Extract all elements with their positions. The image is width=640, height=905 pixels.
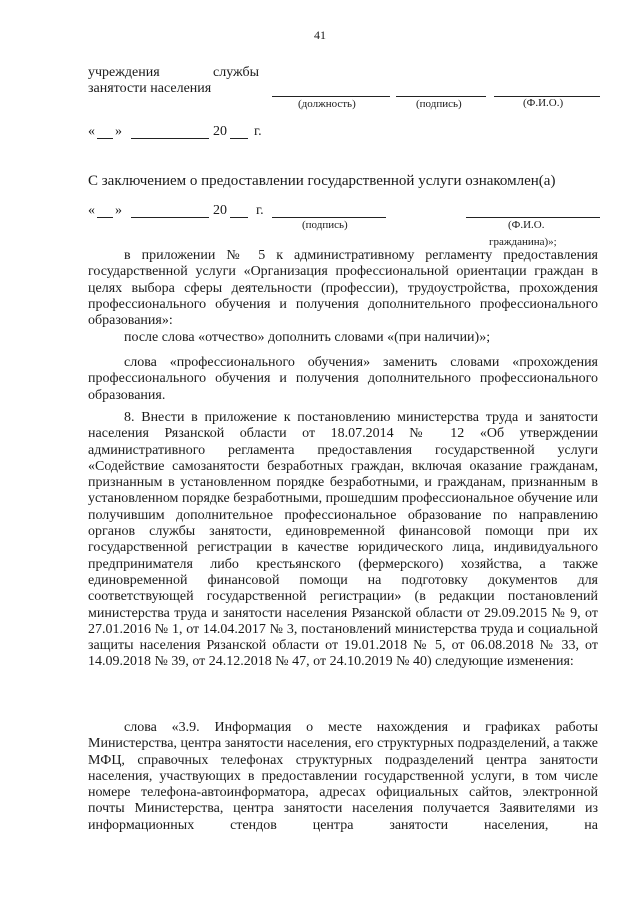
paragraph-text: 8. Внести в приложение к постановлению министерства труда и занятости населения Рязанской области от 18.07.2014 № 12 «Об утверждении административного регламента предоставления государственной услуги «Содействие самозанятости безработных граждан, включая оказание гражданам, признанным в установленном порядке безработными, и гражданам, признанным в установленном порядке безработными, прошедшим профессиональное обучение или получившим дополнительное профессиональное образование по направлению органов службы занятости, единовременной финансовой помощи при их государственной регистрации в качестве юридического лица, индивидуального предпринимателя либо крестьянского (фермерского) хозяйства, а также единовременной финансовой помощи на подготовку документов для соответствующей государственной регистрации» (в редакции постановлений министерства труда и занятости населения Рязанской области от 29.09.2015 № 9, от 27.01.2016 № 1, от 14.04.2017 № 3, постановлений министерства труда и социальной защиты населения Рязанской области от 19.01.2018 № 5, от 06.08.2018 № 33, от 14.09.2018 № 39, от 24.12.2018 № 47, от 24.10.2019 № 40) следующие изменения: bbox=[88, 410, 598, 670]
date2-month-line bbox=[131, 217, 209, 218]
signature-line bbox=[396, 96, 486, 97]
paragraph-text: слова «профессионального обучения» заменить словами «прохождения профессионального обучения и получения дополнительного профессионального образования. bbox=[88, 355, 598, 403]
date1-month-line bbox=[131, 138, 209, 139]
date2-suffix: г. bbox=[256, 203, 264, 218]
paragraph-text: после слова «отчество» дополнить словами «(при наличии)»; bbox=[124, 330, 491, 345]
paragraph-text: слова «3.9. Информация о месте нахождения и графиках работы Министерства, центра занятости населения, его структурных подразделений, а также МФЦ, справочных телефонах структурных подразделений центра занятости населения, участвующих в предоставлении государственной услуги, в том числе номере телефона-автоинформатора, адресах официальных сайтов, электронной почты Министерства, центра занятости населения получается Заявителями из информационных стендов центра занятости населения, на bbox=[88, 720, 598, 833]
paragraph-text: в приложении № 5 к административному регламенту предоставления государственной услуги «Организация профессиональной ориентации граждан в целях выбора сферы деятельности (профессии), трудоустройства, прохождения профессионального обучения и получения дополнительного профессионального образования»: bbox=[88, 248, 598, 329]
caption-position: (должность) bbox=[298, 98, 356, 110]
paragraph-words-3-9 bbox=[88, 720, 598, 834]
date2-close: » bbox=[115, 203, 122, 218]
paragraph-patronymic bbox=[88, 330, 598, 346]
institution-line1: учреждения bbox=[88, 65, 160, 80]
date1-year: 20 bbox=[213, 124, 227, 139]
caption-signature2: (подпись) bbox=[302, 219, 348, 231]
date1-suffix: г. bbox=[254, 124, 262, 139]
date1-year-line bbox=[230, 138, 248, 139]
acquaint-heading: С заключением о предоставлении государственной услуги ознакомлен(а) bbox=[88, 173, 556, 189]
caption-signature: (подпись) bbox=[416, 98, 462, 110]
date1-close: » bbox=[115, 124, 122, 139]
date2-day-line bbox=[97, 217, 113, 218]
caption-fio: (Ф.И.О.) bbox=[523, 97, 564, 109]
institution-line2: занятости населения bbox=[88, 81, 212, 96]
fio2-line bbox=[466, 217, 600, 218]
date2-year-line bbox=[230, 217, 248, 218]
signature2-line bbox=[272, 217, 386, 218]
page-number: 41 bbox=[314, 28, 326, 42]
date2-open: « bbox=[88, 203, 95, 218]
date2-year: 20 bbox=[213, 203, 227, 218]
paragraph-replace-words bbox=[88, 355, 598, 404]
date1-open: « bbox=[88, 124, 95, 139]
date1-day-line bbox=[97, 138, 113, 139]
caption-fio2-line2: гражданина)»; bbox=[489, 236, 557, 248]
caption-fio2: (Ф.И.О. bbox=[508, 219, 545, 231]
position-line bbox=[272, 96, 390, 97]
institution-line1b: службы bbox=[213, 65, 260, 80]
paragraph-item-8 bbox=[88, 410, 598, 671]
paragraph-appendix5 bbox=[88, 248, 598, 329]
